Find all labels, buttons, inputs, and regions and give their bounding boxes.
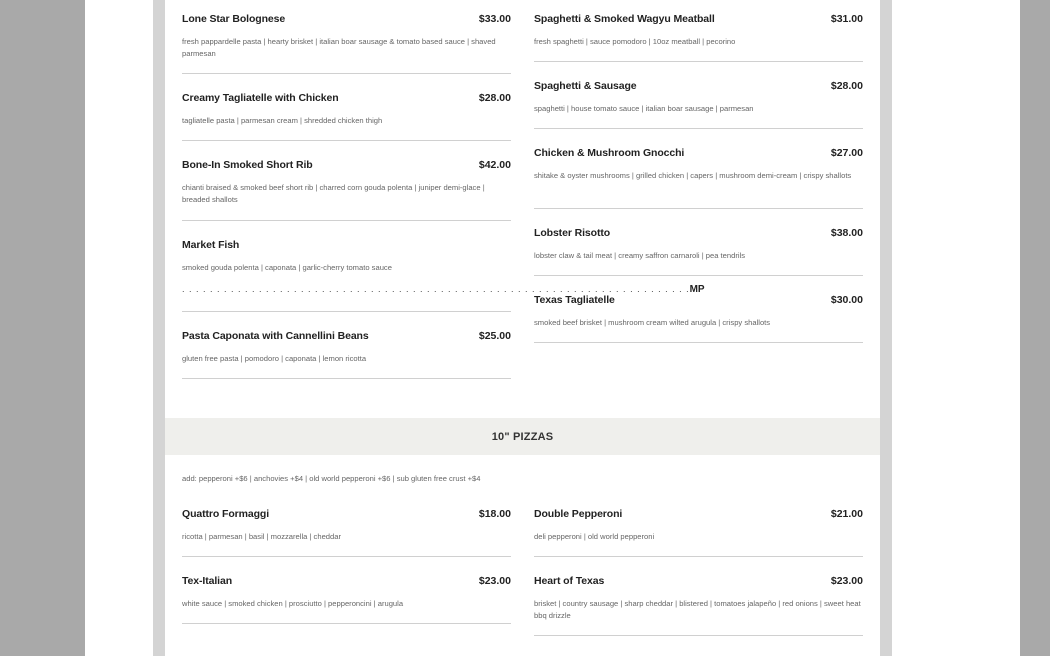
item-description: shitake & oyster mushrooms | grilled chicken | capers | mushroom demi-cream | crispy shallots (534, 171, 852, 180)
item-description: gluten free pasta | pomodoro | caponata | lemon ricotta (182, 354, 367, 363)
item-name: Lobster Risotto (534, 227, 611, 239)
menu-item[interactable] (182, 508, 511, 557)
pizza-addons-note: add: pepperoni +$6 | anchovies +$4 | old world pepperoni +$6 | sub gluten free crust +$4 (182, 474, 481, 483)
item-price: $23.00 (478, 575, 511, 587)
menu-item[interactable] (534, 147, 863, 209)
item-name: Texas Tagliatelle (534, 294, 615, 306)
item-price: $31.00 (830, 13, 863, 25)
item-name: Market Fish (182, 239, 240, 251)
menu-item[interactable] (534, 575, 863, 636)
item-name: Double Pepperoni (534, 508, 623, 520)
item-name: Spaghetti & Sausage (534, 80, 637, 92)
menu-item[interactable] (182, 575, 511, 624)
item-description: chianti braised & smoked beef short rib | charred corn gouda polenta | juniper demi-glace | breaded shallots (182, 183, 485, 204)
item-description: deli pepperoni | old world pepperoni (534, 532, 655, 541)
item-price: $21.00 (830, 508, 863, 520)
item-description: smoked gouda polenta | caponata | garlic-cherry tomato sauce (182, 263, 392, 272)
item-name: Quattro Formaggi (182, 508, 270, 520)
item-price: $28.00 (478, 92, 511, 104)
market-price-label: MP (689, 284, 705, 295)
menu-item[interactable] (182, 330, 511, 379)
menu-item[interactable] (534, 227, 863, 276)
item-price: $23.00 (830, 575, 863, 587)
item-name: Heart of Texas (534, 575, 605, 587)
item-description: tagliatelle pasta | parmesan cream | shredded chicken thigh (182, 116, 383, 125)
item-description: fresh spaghetti | sauce pomodoro | 10oz meatball | pecorino (534, 37, 736, 46)
item-description: brisket | country sausage | sharp cheddar | blistered | tomatoes jalapeño | red onions | sweet heat bbq drizzle (534, 599, 861, 620)
item-price: $27.00 (830, 147, 863, 159)
item-price: $25.00 (478, 330, 511, 342)
item-price: $18.00 (478, 508, 511, 520)
item-description: fresh pappardelle pasta | hearty brisket | italian boar sausage & tomato based sauce | shaved parmesan (182, 37, 496, 58)
menu-item[interactable] (182, 159, 511, 221)
item-price: $33.00 (478, 13, 511, 25)
item-name: Bone-In Smoked Short Rib (182, 159, 313, 171)
item-name: Pasta Caponata with Cannellini Beans (182, 330, 369, 342)
item-description: smoked beef brisket | mushroom cream wilted arugula | crispy shallots (534, 318, 771, 327)
menu-item[interactable] (182, 92, 511, 141)
dot-leader: . . . . . . . . . . . . . . . . . . . . . . . . . . . . . . . . . . . . . . . . . . . . . . . . . . . . . . . . . . . . . . . . . . . . . . . . . (182, 284, 690, 294)
market-price-row (182, 284, 705, 295)
item-description: spaghetti | house tomato sauce | italian boar sausage | parmesan (534, 104, 754, 113)
section-title: 10" PIZZAS (491, 430, 554, 443)
menu-card[interactable] (165, 0, 880, 656)
item-name: Chicken & Mushroom Gnocchi (534, 147, 685, 159)
pizza-section-header (165, 418, 880, 455)
item-name: Creamy Tagliatelle with Chicken (182, 92, 339, 104)
menu-item[interactable] (534, 294, 863, 343)
menu-item[interactable] (534, 508, 863, 557)
item-price: $30.00 (830, 294, 863, 306)
item-name: Spaghetti & Smoked Wagyu Meatball (534, 13, 715, 25)
item-description: ricotta | parmesan | basil | mozzarella | cheddar (182, 532, 341, 541)
item-price: $38.00 (830, 227, 863, 239)
item-price: $42.00 (478, 159, 511, 171)
menu-item[interactable] (534, 13, 863, 62)
menu-item[interactable] (182, 13, 511, 74)
item-price: $28.00 (830, 80, 863, 92)
item-description: white sauce | smoked chicken | prosciutto | pepperoncini | arugula (182, 599, 404, 608)
item-name: Lone Star Bolognese (182, 13, 286, 25)
item-description: lobster claw & tail meat | creamy saffron carnaroli | pea tendrils (534, 251, 746, 260)
menu-item[interactable] (534, 80, 863, 129)
item-name: Tex-Italian (182, 575, 233, 587)
